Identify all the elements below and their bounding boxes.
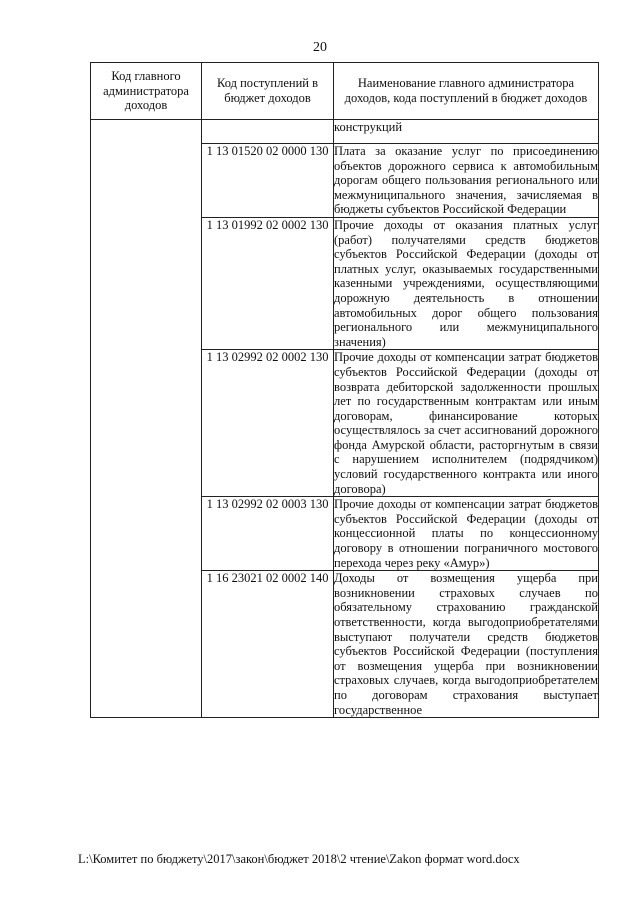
header-revenue-code: Код поступлений в бюджет доходов	[202, 63, 334, 120]
table-row	[91, 120, 599, 144]
revenue-code-cell: 1 13 01992 02 0002 130	[202, 217, 334, 349]
revenue-name-cell: Прочие доходы от компенсации затрат бюджетов субъектов Российской Федерации (доходы от возврата дебиторской задолженности прошлых лет по государственным контрактам или иным договорам, финансирование которых осуществлялось за счет ассигнований дорожного фонда Амурской области, расторгнутым в связи с нарушением исполнителем (подрядчиком) условий государственного контракта или иного договора)	[334, 350, 598, 496]
admin-code-cell	[91, 120, 202, 718]
revenue-name-cell: конструкций	[334, 120, 599, 144]
header-admin-code: Код главного администратора доходов	[91, 63, 202, 120]
revenue-code-cell	[202, 120, 334, 144]
revenue-code-cell: 1 13 02992 02 0003 130	[202, 497, 334, 571]
header-name: Наименование главного администратора доходов, кода поступлений в бюджет доходов	[334, 63, 599, 120]
revenue-name-cell: Доходы от возмещения ущерба при возникновении страховых случаев по обязательному страхованию гражданской ответственности, когда выгодоприобретателями выступают получатели средств бюджетов субъектов Российской Федерации (поступления от возмещения ущерба при возникновении страховых случаев, когда выгодоприобретателем по договорам страхования выступает государственное	[334, 571, 598, 717]
footer-file-path: L:\Комитет по бюджету\2017\закон\бюджет 2018\2 чтение\Zakon формат word.docx	[78, 852, 520, 866]
page-number: 20	[313, 40, 327, 55]
revenue-name-cell: Плата за оказание услуг по присоединению объектов дорожного сервиса к автомобильным дорогам общего пользования регионального или межмуниципального значения, зачисляемая в бюджеты субъектов Российской Федерации	[334, 144, 598, 217]
revenue-code-cell: 1 16 23021 02 0002 140	[202, 571, 334, 718]
revenue-code-cell: 1 13 01520 02 0000 130	[202, 144, 334, 218]
revenue-name-cell: Прочие доходы от оказания платных услуг (работ) получателями средств бюджетов субъектов Российской Федерации (доходы от платных услуг, оказываемых государственными казенными учреждениями, осуществляющими дорожную деятельность в отношении автомобильных дорог общего пользования регионального или межмуниципального значения)	[334, 217, 598, 349]
revenue-name-cell: Прочие доходы от компенсации затрат бюджетов субъектов Российской Федерации (доходы от концессионной платы по концессионному договору в отношении пограничного мостового перехода через реку «Амур»)	[334, 497, 598, 570]
revenue-code-cell: 1 13 02992 02 0002 130	[202, 350, 334, 497]
revenue-codes-table	[90, 62, 599, 718]
table-header-row	[91, 63, 599, 120]
